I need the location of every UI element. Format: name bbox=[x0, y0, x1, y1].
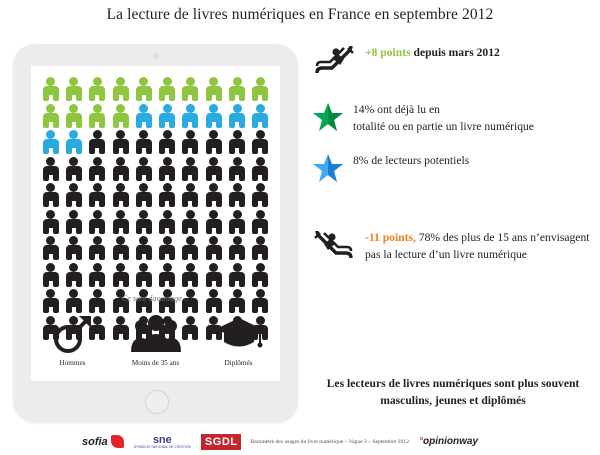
pictogram-person bbox=[39, 209, 62, 236]
pictogram-person bbox=[202, 129, 225, 156]
footer-logos bbox=[0, 428, 600, 455]
pictogram-person bbox=[62, 76, 85, 103]
pictogram-person bbox=[86, 209, 109, 236]
pictogram-person bbox=[202, 156, 225, 183]
pictogram-person bbox=[225, 156, 248, 183]
pictogram-person bbox=[202, 262, 225, 289]
pictogram-person bbox=[86, 235, 109, 262]
pictogram-person bbox=[39, 129, 62, 156]
tablet-camera-icon bbox=[153, 53, 159, 59]
pictogram-person bbox=[62, 209, 85, 236]
pictogram-person bbox=[155, 235, 178, 262]
demographic-hommes bbox=[33, 310, 113, 367]
demographic-diplomes-label: Diplômés bbox=[224, 359, 253, 367]
pictogram-person bbox=[109, 76, 132, 103]
pictogram-person bbox=[179, 182, 202, 209]
pictogram-person bbox=[155, 182, 178, 209]
logo-sgdl: SGDL bbox=[201, 434, 242, 450]
pictogram-person bbox=[62, 103, 85, 130]
pictogram-person bbox=[249, 129, 272, 156]
pictogram-person bbox=[155, 209, 178, 236]
star-blue-icon bbox=[312, 152, 344, 189]
fact-text-increase bbox=[365, 44, 500, 62]
logo-sne-small: SYNDICAT NATIONAL DE L'ÉDITION bbox=[133, 444, 191, 449]
pictogram-person bbox=[225, 235, 248, 262]
fact-block-increase bbox=[312, 44, 590, 83]
pictogram-person bbox=[132, 262, 155, 289]
pictogram-person bbox=[86, 156, 109, 183]
pictogram-person bbox=[225, 262, 248, 289]
pictogram-person bbox=[86, 182, 109, 209]
fact-block-decrease bbox=[312, 229, 590, 268]
pictogram-person bbox=[86, 262, 109, 289]
pictogram-person bbox=[249, 209, 272, 236]
pictogram-person bbox=[109, 103, 132, 130]
page-title: La lecture de livres numériques en France en septembre 2012 bbox=[106, 6, 494, 23]
pictogram-person bbox=[202, 182, 225, 209]
pictogram-person bbox=[155, 103, 178, 130]
pictogram-person bbox=[249, 156, 272, 183]
escalator-up-icon bbox=[312, 44, 356, 83]
pictogram-person bbox=[86, 103, 109, 130]
pictogram-person bbox=[249, 262, 272, 289]
pictogram-person bbox=[225, 129, 248, 156]
pictogram-person bbox=[62, 129, 85, 156]
pictogram-person bbox=[132, 182, 155, 209]
logo-opinionway bbox=[419, 436, 478, 447]
fact-rest-readers: totalité ou en partie un livre numérique bbox=[353, 119, 534, 133]
pictogram-person bbox=[39, 103, 62, 130]
pictogram-person bbox=[249, 235, 272, 262]
fact-rest-decrease: 78% des plus de 15 ans n’envisagent pas la lecture d’un livre numérique bbox=[365, 231, 590, 261]
pictogram-person bbox=[62, 235, 85, 262]
pictogram-person bbox=[86, 129, 109, 156]
footer-note: Baromètre des usages du livre numérique – Vague 2 – Septembre 2012 bbox=[250, 438, 409, 445]
star-green-icon bbox=[312, 101, 344, 138]
fact-highlight-potential: 8% de lecteurs potentiels bbox=[353, 154, 470, 167]
logo-sne bbox=[134, 434, 191, 450]
pictogram-person bbox=[249, 103, 272, 130]
pictogram-person bbox=[225, 209, 248, 236]
pictogram-person bbox=[132, 235, 155, 262]
fact-block-potential bbox=[312, 152, 590, 189]
pictogram-person bbox=[249, 76, 272, 103]
fact-highlight-increase: +8 points bbox=[365, 46, 411, 59]
mars-symbol-icon bbox=[50, 310, 96, 356]
facts-column bbox=[312, 44, 590, 282]
pictogram-person bbox=[179, 156, 202, 183]
pictogram-person bbox=[109, 262, 132, 289]
pictogram-person bbox=[179, 76, 202, 103]
logo-opinionway-label: opinionway bbox=[423, 436, 478, 447]
advantage-label: Ce sont davantage… bbox=[122, 294, 189, 303]
pictogram-person bbox=[62, 156, 85, 183]
logo-sofia-label: sofia bbox=[82, 435, 108, 448]
fact-highlight-readers: 14% ont déjà lu en bbox=[353, 103, 440, 116]
pictogram-person bbox=[39, 76, 62, 103]
fact-block-readers bbox=[312, 101, 590, 138]
pictogram-person bbox=[249, 182, 272, 209]
pictogram-person bbox=[39, 262, 62, 289]
pictogram-person bbox=[155, 156, 178, 183]
pictogram-person bbox=[109, 156, 132, 183]
tablet-home-button[interactable] bbox=[145, 390, 169, 414]
pictogram-person bbox=[132, 76, 155, 103]
pictogram-person bbox=[225, 103, 248, 130]
fact-text-potential bbox=[353, 152, 469, 170]
pictogram-person bbox=[202, 209, 225, 236]
tablet-illustration bbox=[13, 44, 298, 422]
pictogram-person bbox=[109, 182, 132, 209]
pictogram-person bbox=[155, 76, 178, 103]
pictogram-person bbox=[202, 76, 225, 103]
pictogram-person bbox=[202, 235, 225, 262]
pictogram-person bbox=[109, 129, 132, 156]
pictogram-person bbox=[179, 235, 202, 262]
graduation-cap-icon bbox=[216, 310, 262, 356]
pictogram-person bbox=[39, 156, 62, 183]
pictogram-person bbox=[132, 129, 155, 156]
fact-rest-increase: depuis mars 2012 bbox=[410, 46, 500, 59]
pictogram-person bbox=[86, 76, 109, 103]
logo-sofia bbox=[82, 435, 124, 448]
escalator-down-icon bbox=[312, 229, 356, 268]
pictogram-person bbox=[109, 235, 132, 262]
pictogram-person bbox=[179, 129, 202, 156]
pictogram-person bbox=[155, 262, 178, 289]
fact-highlight-decrease: -11 points, bbox=[365, 231, 416, 244]
pictogram-person bbox=[62, 262, 85, 289]
pictogram-person bbox=[202, 103, 225, 130]
pictogram-person bbox=[179, 209, 202, 236]
pictogram-person bbox=[39, 182, 62, 209]
pictogram-person bbox=[132, 156, 155, 183]
pictogram-person bbox=[179, 262, 202, 289]
sofia-mark-icon bbox=[111, 435, 124, 448]
pictogram-person bbox=[62, 182, 85, 209]
logo-sne-big: sne bbox=[152, 433, 172, 446]
pictogram-person bbox=[132, 103, 155, 130]
demographic-diplomes bbox=[199, 310, 279, 367]
pictogram-person bbox=[155, 129, 178, 156]
pictogram-person bbox=[109, 209, 132, 236]
fact-text-readers bbox=[353, 101, 534, 136]
demographic-icons-row bbox=[31, 310, 280, 367]
pictogram-person bbox=[39, 235, 62, 262]
demographic-hommes-label: Hommes bbox=[59, 359, 86, 367]
pictogram-person bbox=[225, 182, 248, 209]
group-people-icon bbox=[133, 310, 179, 356]
pictogram-person bbox=[132, 209, 155, 236]
pictogram-person bbox=[179, 103, 202, 130]
demographic-jeunes bbox=[116, 310, 196, 367]
tablet-screen bbox=[31, 66, 280, 381]
opinionway-dot-icon: ° bbox=[419, 436, 423, 447]
demographic-jeunes-label: Moins de 35 ans bbox=[131, 359, 180, 367]
pictogram-person bbox=[225, 76, 248, 103]
fact-text-decrease bbox=[365, 229, 590, 264]
summary-text: Les lecteurs de livres numériques sont plus souvent masculins, jeunes et diplômés bbox=[326, 377, 580, 407]
